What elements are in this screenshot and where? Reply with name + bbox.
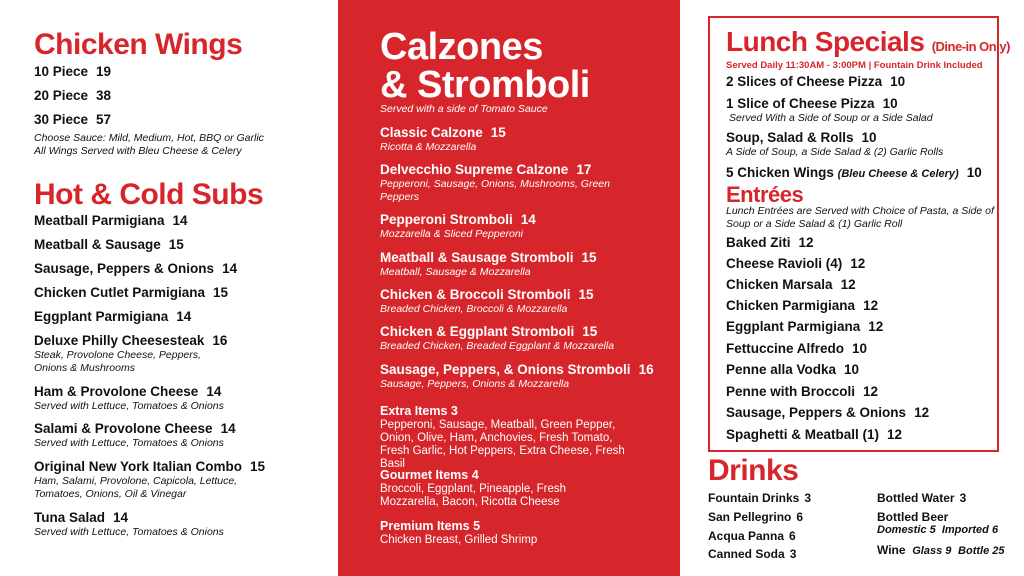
item-name: Chicken Cutlet Parmigiana bbox=[34, 285, 206, 300]
sub-item bbox=[34, 421, 329, 450]
beer-prices bbox=[877, 524, 998, 536]
calzones-subtitle: Served with a side of Tomato Sauce bbox=[380, 103, 548, 115]
item-name: Eggplant Parmigiana bbox=[726, 319, 861, 334]
item-description: Ricotta & Mozzarella bbox=[380, 141, 477, 153]
item-price: 14 bbox=[222, 261, 238, 276]
item-price: 16 bbox=[638, 362, 654, 377]
extra-price: 3 bbox=[450, 404, 458, 418]
calzone-item bbox=[380, 250, 670, 279]
subs-title: Hot & Cold Subs bbox=[34, 178, 264, 211]
lunch-specials-title bbox=[726, 26, 1010, 58]
item-price: 15 bbox=[168, 237, 184, 252]
item-price: 12 bbox=[798, 235, 814, 250]
lunch-title-text: Lunch Specials bbox=[726, 26, 925, 57]
wing-item bbox=[34, 88, 111, 104]
item-price: 14 bbox=[176, 309, 192, 324]
calzones-title bbox=[380, 28, 590, 104]
item-description: Steak, Provolone Cheese, Peppers, Onions & Mushrooms bbox=[34, 349, 201, 374]
item-name: San Pellegrino bbox=[708, 510, 792, 524]
calzones-panel bbox=[338, 0, 680, 576]
lunch-title-suffix: (Dine-in Only) bbox=[931, 39, 1010, 54]
item-price: 12 bbox=[914, 405, 930, 420]
item-description: Served With a Side of Soup or a Side Salad bbox=[729, 112, 933, 124]
wine-glass: Glass 9 bbox=[912, 545, 952, 557]
entree-item bbox=[726, 341, 994, 357]
extra-items bbox=[380, 404, 630, 471]
item-price: 19 bbox=[96, 64, 112, 79]
item-description: Sausage, Peppers, Onions & Mozzarella bbox=[380, 378, 570, 390]
item-name: Meatball & Sausage bbox=[34, 237, 161, 252]
calzones-title-line1: Calzones bbox=[380, 26, 543, 68]
item-price: 3 bbox=[959, 491, 967, 505]
item-price: 10 bbox=[890, 74, 906, 89]
beer-domestic: Domestic 5 bbox=[877, 524, 936, 536]
drink-item bbox=[877, 543, 1005, 558]
item-name: Pepperoni Stromboli bbox=[380, 212, 513, 227]
sub-item bbox=[34, 285, 329, 301]
item-name: Acqua Panna bbox=[708, 529, 785, 543]
sub-item bbox=[34, 213, 329, 229]
item-price: 15 bbox=[582, 324, 598, 339]
entree-item bbox=[726, 256, 994, 272]
drink-item bbox=[708, 510, 803, 524]
item-name: Chicken & Eggplant Stromboli bbox=[380, 324, 575, 339]
wing-serving-note: All Wings Served with Bleu Cheese & Celery bbox=[34, 144, 242, 157]
entrees-note: Lunch Entrées are Served with Choice of Pasta, a Side of Soup or a Side Salad & (1) Garlic Roll bbox=[726, 205, 994, 230]
extra-list: Broccoli, Eggplant, Pineapple, Fresh Mozzarella, Bacon, Ricotta Cheese bbox=[380, 483, 567, 508]
sub-item bbox=[34, 237, 329, 253]
extra-list: Pepperoni, Sausage, Meatball, Green Pepper, Onion, Olive, Ham, Anchovies, Fresh Tomato, Fresh Garlic, Hot Peppers, Extra Cheese, Fresh Basil bbox=[380, 419, 625, 470]
item-name: Chicken & Broccoli Stromboli bbox=[380, 287, 571, 302]
item-name: Penne with Broccoli bbox=[726, 384, 856, 399]
extra-name: Gourmet Items bbox=[380, 468, 469, 482]
item-name: Tuna Salad bbox=[34, 510, 106, 525]
wing-notes bbox=[34, 132, 264, 157]
calzone-item bbox=[380, 212, 670, 241]
item-name: Chicken Marsala bbox=[726, 277, 833, 292]
item-name: Meatball Parmigiana bbox=[34, 213, 165, 228]
item-name: Bottled Beer bbox=[877, 510, 949, 524]
item-name: Sausage, Peppers & Onions bbox=[34, 261, 215, 276]
extra-price: 4 bbox=[471, 468, 479, 482]
item-price: 12 bbox=[868, 319, 884, 334]
drink-item bbox=[708, 547, 796, 561]
item-name: Baked Ziti bbox=[726, 235, 791, 250]
item-price: 15 bbox=[578, 287, 594, 302]
item-price: 15 bbox=[213, 285, 229, 300]
item-note: (Bleu Cheese & Celery) bbox=[837, 168, 959, 180]
item-price: 3 bbox=[789, 547, 797, 561]
calzone-item bbox=[380, 125, 670, 154]
item-price: 10 bbox=[844, 362, 860, 377]
extra-name: Premium Items bbox=[380, 519, 470, 533]
item-price: 6 bbox=[789, 529, 796, 543]
item-price: 14 bbox=[113, 510, 129, 525]
beer-imported: Imported 6 bbox=[941, 524, 999, 536]
item-name: Fettuccine Alfredo bbox=[726, 341, 845, 356]
entree-item bbox=[726, 298, 994, 314]
item-description: Breaded Chicken, Broccoli & Mozzarella bbox=[380, 303, 568, 315]
item-name: Sausage, Peppers, & Onions Stromboli bbox=[380, 362, 631, 377]
item-price: 57 bbox=[96, 112, 112, 127]
sub-item bbox=[34, 261, 329, 277]
wing-item bbox=[34, 64, 111, 80]
item-name: 30 Piece bbox=[34, 112, 89, 127]
item-name: Spaghetti & Meatball (1) bbox=[726, 427, 880, 442]
calzone-item bbox=[380, 162, 610, 203]
item-name: Delvecchio Supreme Calzone bbox=[380, 162, 569, 177]
item-description: Meatball, Sausage & Mozzarella bbox=[380, 266, 531, 278]
item-name: 10 Piece bbox=[34, 64, 89, 79]
sub-item bbox=[34, 309, 329, 325]
entree-item bbox=[726, 405, 994, 421]
item-name: Soup, Salad & Rolls bbox=[726, 130, 854, 145]
item-price: 10 bbox=[861, 130, 877, 145]
item-price: 15 bbox=[581, 250, 597, 265]
item-description: Breaded Chicken, Breaded Eggplant & Mozzarella bbox=[380, 340, 615, 352]
item-name: 20 Piece bbox=[34, 88, 89, 103]
item-name: 2 Slices of Cheese Pizza bbox=[726, 74, 883, 89]
item-price: 15 bbox=[490, 125, 506, 140]
entree-item bbox=[726, 362, 994, 378]
item-price: 14 bbox=[172, 213, 188, 228]
item-price: 14 bbox=[220, 421, 236, 436]
item-name: 5 Chicken Wings bbox=[726, 165, 834, 180]
lunch-served-note: Served Daily 11:30AM - 3:00PM | Fountain Drink Included bbox=[726, 60, 983, 71]
item-description: Pepperoni, Sausage, Onions, Mushrooms, Green Peppers bbox=[380, 178, 610, 203]
extra-price: 5 bbox=[473, 519, 481, 533]
item-description: Ham, Salami, Provolone, Capicola, Lettuce, Tomatoes, Onions, Oil & Vinegar bbox=[34, 475, 238, 500]
calzones-title-line2: & Stromboli bbox=[380, 64, 590, 106]
item-description: Served with Lettuce, Tomatoes & Onions bbox=[34, 526, 224, 538]
item-name: Bottled Water bbox=[877, 491, 955, 505]
item-price: 10 bbox=[882, 96, 898, 111]
sub-item bbox=[34, 384, 329, 413]
drink-item bbox=[708, 491, 811, 505]
entree-item bbox=[726, 235, 994, 251]
item-description: Served with Lettuce, Tomatoes & Onions bbox=[34, 437, 224, 449]
item-price: 10 bbox=[966, 165, 982, 180]
item-price: 12 bbox=[840, 277, 856, 292]
lunch-item bbox=[726, 130, 994, 159]
item-price: 14 bbox=[520, 212, 536, 227]
item-price: 12 bbox=[863, 384, 879, 399]
drink-item bbox=[708, 529, 796, 543]
item-name: Meatball & Sausage Stromboli bbox=[380, 250, 574, 265]
item-name: Fountain Drinks bbox=[708, 491, 800, 505]
item-price: 15 bbox=[250, 459, 266, 474]
item-price: 12 bbox=[850, 256, 866, 271]
extra-list: Chicken Breast, Grilled Shrimp bbox=[380, 534, 538, 546]
item-name: Salami & Provolone Cheese bbox=[34, 421, 213, 436]
entree-item bbox=[726, 384, 994, 400]
chicken-wings-title: Chicken Wings bbox=[34, 28, 243, 61]
drink-item bbox=[877, 510, 948, 524]
drink-item bbox=[877, 491, 966, 505]
calzone-item bbox=[380, 287, 670, 316]
entree-item bbox=[726, 319, 994, 335]
wing-item bbox=[34, 112, 111, 128]
sub-item bbox=[34, 333, 234, 374]
premium-items bbox=[380, 519, 670, 547]
item-price: 3 bbox=[804, 491, 812, 505]
lunch-item bbox=[726, 165, 994, 181]
item-price: 12 bbox=[887, 427, 903, 442]
sub-item bbox=[34, 459, 264, 500]
item-name: Deluxe Philly Cheesesteak bbox=[34, 333, 205, 348]
entree-item bbox=[726, 427, 994, 443]
item-description: A Side of Soup, a Side Salad & (2) Garlic Rolls bbox=[726, 146, 944, 158]
item-name: Cheese Ravioli (4) bbox=[726, 256, 843, 271]
item-description: Mozzarella & Sliced Pepperoni bbox=[380, 228, 523, 240]
item-name: Wine bbox=[877, 543, 906, 557]
item-price: 17 bbox=[576, 162, 592, 177]
item-name: Eggplant Parmigiana bbox=[34, 309, 169, 324]
item-name: Canned Soda bbox=[708, 547, 785, 561]
item-name: Sausage, Peppers & Onions bbox=[726, 405, 907, 420]
item-description: Served with Lettuce, Tomatoes & Onions bbox=[34, 400, 224, 412]
entrees-title: Entrées bbox=[726, 182, 804, 207]
lunch-item bbox=[726, 96, 994, 125]
sub-item bbox=[34, 510, 329, 539]
item-price: 16 bbox=[212, 333, 228, 348]
drinks-title: Drinks bbox=[708, 454, 799, 487]
item-name: 1 Slice of Cheese Pizza bbox=[726, 96, 875, 111]
extra-name: Extra Items bbox=[380, 404, 448, 418]
item-price: 14 bbox=[206, 384, 222, 399]
wing-sauce-note: Choose Sauce: Mild, Medium, Hot, BBQ or Garlic bbox=[34, 132, 264, 144]
item-price: 6 bbox=[796, 510, 804, 524]
item-name: Classic Calzone bbox=[380, 125, 483, 140]
gourmet-items bbox=[380, 468, 620, 509]
entree-item bbox=[726, 277, 994, 293]
item-name: Chicken Parmigiana bbox=[726, 298, 856, 313]
calzone-item bbox=[380, 362, 670, 391]
item-name: Ham & Provolone Cheese bbox=[34, 384, 199, 399]
wine-bottle: Bottle 25 bbox=[958, 545, 1005, 557]
item-price: 12 bbox=[863, 298, 879, 313]
item-name: Original New York Italian Combo bbox=[34, 459, 243, 474]
item-name: Penne alla Vodka bbox=[726, 362, 837, 377]
calzone-item bbox=[380, 324, 670, 353]
lunch-item bbox=[726, 74, 994, 90]
item-price: 10 bbox=[852, 341, 868, 356]
item-price: 38 bbox=[96, 88, 112, 103]
